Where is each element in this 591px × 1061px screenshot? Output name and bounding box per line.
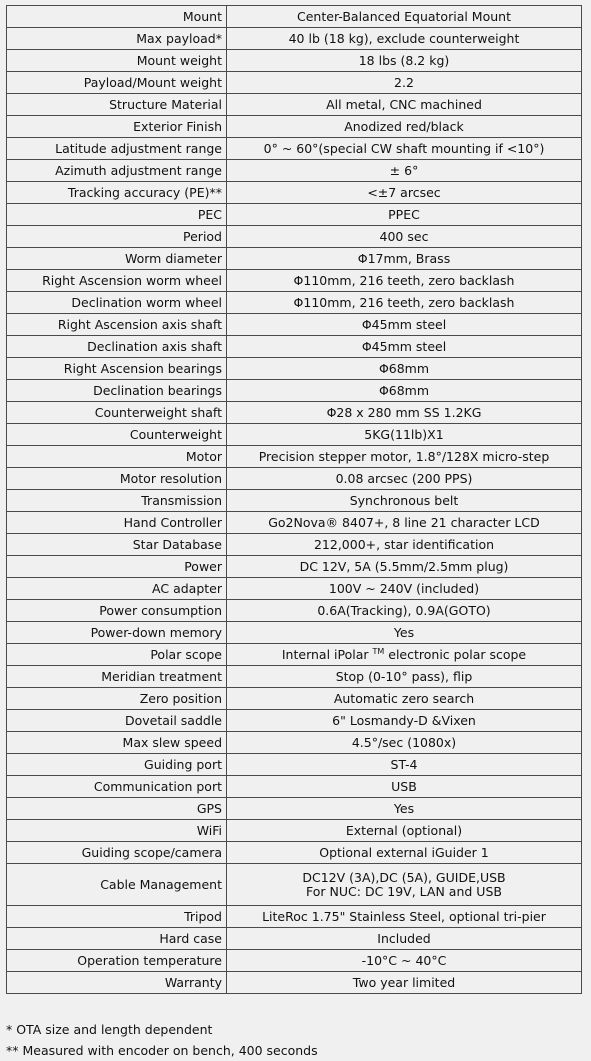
- spec-label: Motor: [7, 446, 227, 468]
- spec-value: [227, 644, 582, 666]
- spec-value: Yes: [227, 622, 582, 644]
- spec-label: Guiding scope/camera: [7, 842, 227, 864]
- polar-scope-text-start: Internal iPolar: [281, 646, 373, 662]
- spec-row-azimuth-adjustment-range: [7, 160, 582, 182]
- spec-label: Zero position: [7, 688, 227, 710]
- spec-value: Synchronous belt: [227, 490, 582, 512]
- spec-label: Tripod: [7, 906, 227, 928]
- spec-label: Max payload*: [7, 28, 227, 50]
- spec-value: Φ68mm: [227, 380, 582, 402]
- spec-value: All metal, CNC machined: [227, 94, 582, 116]
- spec-value: Center-Balanced Equatorial Mount: [227, 6, 582, 28]
- spec-label: Hard case: [7, 928, 227, 950]
- spec-label: Azimuth adjustment range: [7, 160, 227, 182]
- spec-row-tripod: [7, 906, 582, 928]
- spec-value: Φ28 x 280 mm SS 1.2KG: [227, 402, 582, 424]
- spec-label: Max slew speed: [7, 732, 227, 754]
- spec-value: USB: [227, 776, 582, 798]
- spec-value: 4.5°/sec (1080x): [227, 732, 582, 754]
- spec-row-declination-worm-wheel: [7, 292, 582, 314]
- spec-value: 18 lbs (8.2 kg): [227, 50, 582, 72]
- spec-row-warranty: [7, 972, 582, 994]
- spec-value: 100V ~ 240V (included): [227, 578, 582, 600]
- trademark-mark: TM: [372, 646, 385, 656]
- spec-label: Declination axis shaft: [7, 336, 227, 358]
- spec-row-ac-adapter: [7, 578, 582, 600]
- spec-label: Cable Management: [7, 864, 227, 906]
- footnote-payload: * OTA size and length dependent: [6, 1022, 213, 1037]
- spec-label: Transmission: [7, 490, 227, 512]
- spec-row-meridian-treatment: [7, 666, 582, 688]
- spec-value: Φ45mm steel: [227, 314, 582, 336]
- spec-label: Declination worm wheel: [7, 292, 227, 314]
- spec-row-payload-mount-weight: [7, 72, 582, 94]
- spec-label: Warranty: [7, 972, 227, 994]
- spec-row-tracking-accuracy-pe: [7, 182, 582, 204]
- spec-row-guiding-port: [7, 754, 582, 776]
- spec-value: -10°C ~ 40°C: [227, 950, 582, 972]
- spec-value: Precision stepper motor, 1.8°/128X micro-step: [227, 446, 582, 468]
- spec-row-structure-material: [7, 94, 582, 116]
- spec-row-max-slew-speed: [7, 732, 582, 754]
- spec-label: Power-down memory: [7, 622, 227, 644]
- spec-row-polar-scope: [7, 644, 582, 666]
- spec-row-hard-case: [7, 928, 582, 950]
- spec-row-mount-weight: [7, 50, 582, 72]
- spec-row-wifi: [7, 820, 582, 842]
- spec-label: Polar scope: [7, 644, 227, 666]
- spec-value: LiteRoc 1.75" Stainless Steel, optional tri-pier: [227, 906, 582, 928]
- spec-label: Power consumption: [7, 600, 227, 622]
- spec-label: Counterweight: [7, 424, 227, 446]
- spec-label: Operation temperature: [7, 950, 227, 972]
- spec-label: Star Database: [7, 534, 227, 556]
- spec-label: PEC: [7, 204, 227, 226]
- spec-row-power-down-memory: [7, 622, 582, 644]
- spec-row-hand-controller: [7, 512, 582, 534]
- spec-value: ST-4: [227, 754, 582, 776]
- cable-management-line1: DC12V (3A),DC (5A), GUIDE,USB: [302, 869, 506, 885]
- spec-table-body: [7, 6, 582, 994]
- spec-row-pec: [7, 204, 582, 226]
- spec-value: Φ17mm, Brass: [227, 248, 582, 270]
- spec-value: Φ68mm: [227, 358, 582, 380]
- cable-management-line2: For NUC: DC 19V, LAN and USB: [306, 883, 502, 899]
- spec-row-motor: [7, 446, 582, 468]
- spec-row-communication-port: [7, 776, 582, 798]
- spec-row-period: [7, 226, 582, 248]
- spec-value: Φ110mm, 216 teeth, zero backlash: [227, 270, 582, 292]
- spec-value: Φ45mm steel: [227, 336, 582, 358]
- spec-value: External (optional): [227, 820, 582, 842]
- spec-value: <±7 arcsec: [227, 182, 582, 204]
- spec-value: Included: [227, 928, 582, 950]
- spec-value: 400 sec: [227, 226, 582, 248]
- spec-label: Worm diameter: [7, 248, 227, 270]
- spec-row-gps: [7, 798, 582, 820]
- spec-label: Hand Controller: [7, 512, 227, 534]
- spec-table: [6, 5, 582, 994]
- spec-row-declination-axis-shaft: [7, 336, 582, 358]
- spec-row-dovetail-saddle: [7, 710, 582, 732]
- spec-row-worm-diameter: [7, 248, 582, 270]
- spec-value: 0.08 arcsec (200 PPS): [227, 468, 582, 490]
- spec-label: Declination bearings: [7, 380, 227, 402]
- footnote-tracking: ** Measured with encoder on bench, 400 seconds: [6, 1043, 318, 1058]
- spec-row-power-consumption: [7, 600, 582, 622]
- spec-label: Mount weight: [7, 50, 227, 72]
- spec-row-counterweight: [7, 424, 582, 446]
- spec-value: Two year limited: [227, 972, 582, 994]
- spec-label: Meridian treatment: [7, 666, 227, 688]
- spec-label: Communication port: [7, 776, 227, 798]
- spec-value: Optional external iGuider 1: [227, 842, 582, 864]
- spec-label: Latitude adjustment range: [7, 138, 227, 160]
- spec-value: PPEC: [227, 204, 582, 226]
- spec-label: Tracking accuracy (PE)**: [7, 182, 227, 204]
- spec-value: 0.6A(Tracking), 0.9A(GOTO): [227, 600, 582, 622]
- spec-row-mount: [7, 6, 582, 28]
- spec-value: 0° ~ 60°(special CW shaft mounting if <10°): [227, 138, 582, 160]
- spec-label: Power: [7, 556, 227, 578]
- spec-label: Exterior Finish: [7, 116, 227, 138]
- spec-row-guiding-scope-camera: [7, 842, 582, 864]
- spec-label: Period: [7, 226, 227, 248]
- spec-row-counterweight-shaft: [7, 402, 582, 424]
- spec-value: 6" Losmandy-D &Vixen: [227, 710, 582, 732]
- spec-value: Yes: [227, 798, 582, 820]
- spec-row-power: [7, 556, 582, 578]
- spec-row-exterior-finish: [7, 116, 582, 138]
- spec-value: Φ110mm, 216 teeth, zero backlash: [227, 292, 582, 314]
- footnotes: [6, 1019, 318, 1061]
- spec-label: Right Ascension bearings: [7, 358, 227, 380]
- spec-row-cable-management: [7, 864, 582, 906]
- spec-value: Automatic zero search: [227, 688, 582, 710]
- spec-label: Right Ascension axis shaft: [7, 314, 227, 336]
- spec-value: ± 6°: [227, 160, 582, 182]
- spec-value: 212,000+, star identification: [227, 534, 582, 556]
- polar-scope-text-end: electronic polar scope: [384, 646, 527, 662]
- spec-label: Counterweight shaft: [7, 402, 227, 424]
- spec-row-right-ascension-worm-wheel: [7, 270, 582, 292]
- spec-row-operation-temperature: [7, 950, 582, 972]
- spec-label: Dovetail saddle: [7, 710, 227, 732]
- spec-label: Motor resolution: [7, 468, 227, 490]
- spec-label: Guiding port: [7, 754, 227, 776]
- spec-label: AC adapter: [7, 578, 227, 600]
- spec-value: [227, 864, 582, 906]
- spec-row-star-database: [7, 534, 582, 556]
- spec-label: Right Ascension worm wheel: [7, 270, 227, 292]
- spec-label: WiFi: [7, 820, 227, 842]
- spec-row-max-payload: [7, 28, 582, 50]
- spec-row-latitude-adjustment-range: [7, 138, 582, 160]
- spec-row-declination-bearings: [7, 380, 582, 402]
- spec-value: 5KG(11lb)X1: [227, 424, 582, 446]
- spec-row-transmission: [7, 490, 582, 512]
- spec-row-right-ascension-axis-shaft: [7, 314, 582, 336]
- spec-label: GPS: [7, 798, 227, 820]
- spec-value: Go2Nova® 8407+, 8 line 21 character LCD: [227, 512, 582, 534]
- spec-label: Mount: [7, 6, 227, 28]
- spec-value: Anodized red/black: [227, 116, 582, 138]
- spec-value: DC 12V, 5A (5.5mm/2.5mm plug): [227, 556, 582, 578]
- spec-row-motor-resolution: [7, 468, 582, 490]
- spec-label: Payload/Mount weight: [7, 72, 227, 94]
- spec-row-right-ascension-bearings: [7, 358, 582, 380]
- spec-row-zero-position: [7, 688, 582, 710]
- spec-value: Stop (0-10° pass), flip: [227, 666, 582, 688]
- spec-value: 2.2: [227, 72, 582, 94]
- spec-value: 40 lb (18 kg), exclude counterweight: [227, 28, 582, 50]
- spec-label: Structure Material: [7, 94, 227, 116]
